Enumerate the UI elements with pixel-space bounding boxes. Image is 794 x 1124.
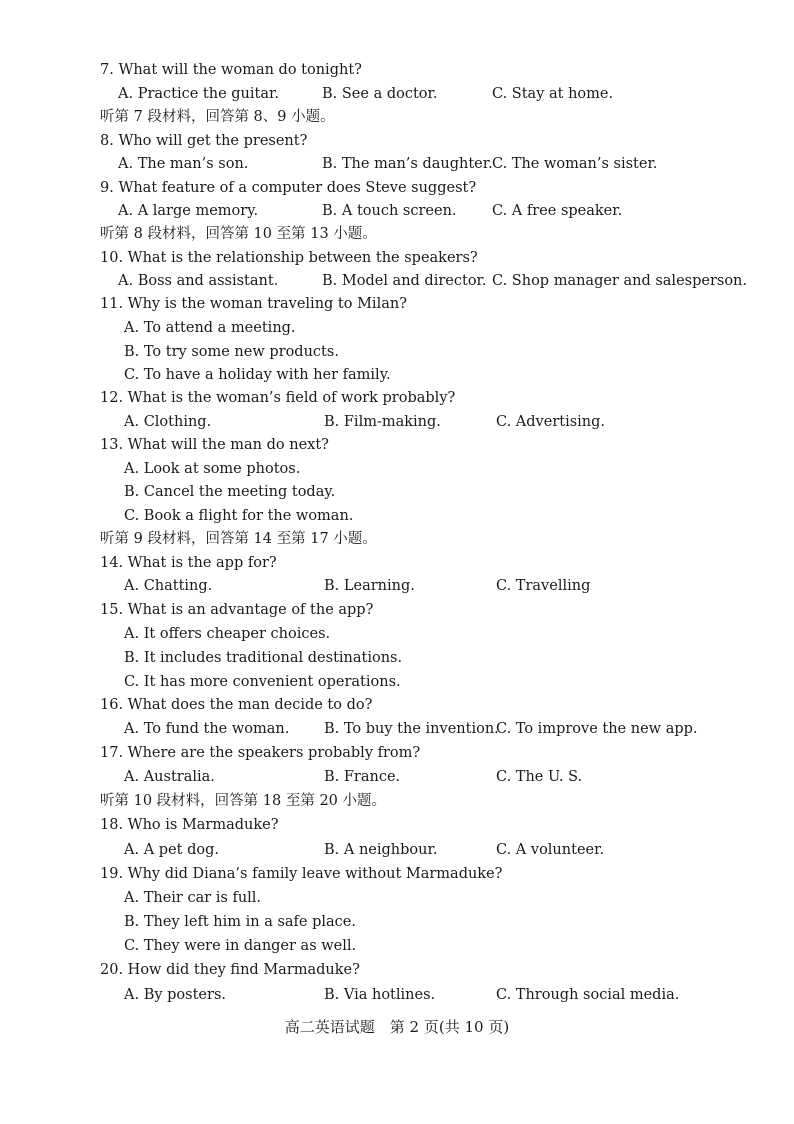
answer-option: A. To fund the woman. — [124, 721, 290, 737]
answer-option: A. Practice the guitar. — [118, 86, 279, 102]
question-stem: 13. What will the man do next? — [100, 437, 329, 453]
answer-option: C. Travelling — [496, 578, 591, 594]
answer-option: C. The U. S. — [496, 769, 583, 785]
answer-option: B. Model and director. — [322, 273, 487, 289]
question-stem: 17. Where are the speakers probably from? — [100, 745, 421, 761]
answer-option: C. Through social media. — [496, 987, 680, 1003]
question-stem: 16. What does the man decide to do? — [100, 697, 373, 713]
answer-option: B. The man’s daughter. — [322, 156, 493, 172]
question-stem: 18. Who is Marmaduke? — [100, 817, 279, 833]
answer-option: A. Boss and assistant. — [118, 273, 279, 289]
answer-option: C. Book a flight for the woman. — [124, 508, 354, 524]
answer-option: C. Advertising. — [496, 414, 606, 430]
answer-option: A. A large memory. — [118, 203, 259, 219]
answer-option: C. To improve the new app. — [496, 721, 698, 737]
question-stem: 15. What is an advantage of the app? — [100, 602, 374, 618]
answer-option: B. To buy the invention. — [324, 721, 499, 737]
answer-option: B. Cancel the meeting today. — [124, 484, 336, 500]
question-stem: 8. Who will get the present? — [100, 133, 308, 149]
question-stem: 20. How did they find Marmaduke? — [100, 962, 360, 978]
answer-option: B. France. — [324, 769, 401, 785]
answer-option: C. It has more convenient operations. — [124, 674, 401, 690]
answer-option: B. Film-making. — [324, 414, 441, 430]
answer-option: C. To have a holiday with her family. — [124, 367, 391, 383]
answer-option: A. A pet dog. — [124, 842, 219, 858]
answer-option: B. A touch screen. — [322, 203, 457, 219]
answer-option: A. It offers cheaper choices. — [124, 626, 331, 642]
answer-option: B. A neighbour. — [324, 842, 438, 858]
answer-option: A. Chatting. — [124, 578, 213, 594]
answer-option: B. Learning. — [324, 578, 415, 594]
question-stem: 19. Why did Diana’s family leave without Marmaduke? — [100, 866, 503, 882]
answer-option: C. A free speaker. — [492, 203, 623, 219]
question-stem: 9. What feature of a computer does Steve suggest? — [100, 180, 477, 196]
question-stem: 11. Why is the woman traveling to Milan? — [100, 296, 407, 312]
section-instruction: 听第 7 段材料，回答第 8、9 小题。 — [100, 109, 335, 125]
answer-option: C. Shop manager and salesperson. — [492, 273, 748, 289]
section-instruction: 听第 9 段材料，回答第 14 至第 17 小题。 — [100, 531, 377, 547]
question-stem: 14. What is the app for? — [100, 555, 277, 571]
question-stem: 10. What is the relationship between the speakers? — [100, 250, 478, 266]
answer-option: A. Look at some photos. — [124, 461, 301, 477]
answer-option: C. The woman’s sister. — [492, 156, 658, 172]
answer-option: A. Clothing. — [124, 414, 212, 430]
page-footer: 高二英语试题 第 2 页(共 10 页) — [284, 1018, 510, 1036]
answer-option: B. See a doctor. — [322, 86, 438, 102]
question-stem: 12. What is the woman’s field of work probably? — [100, 390, 456, 406]
answer-option: A. Their car is full. — [124, 890, 262, 906]
answer-option: A. Australia. — [124, 769, 215, 785]
answer-option: A. The man’s son. — [118, 156, 249, 172]
answer-option: C. Stay at home. — [492, 86, 614, 102]
answer-option: A. To attend a meeting. — [124, 320, 296, 336]
answer-option: B. Via hotlines. — [324, 987, 436, 1003]
question-stem: 7. What will the woman do tonight? — [100, 62, 362, 78]
answer-option: B. It includes traditional destinations. — [124, 650, 403, 666]
answer-option: B. To try some new products. — [124, 344, 339, 360]
answer-option: A. By posters. — [124, 987, 226, 1003]
section-instruction: 听第 8 段材料，回答第 10 至第 13 小题。 — [100, 226, 377, 242]
section-instruction: 听第 10 段材料，回答第 18 至第 20 小题。 — [100, 793, 387, 809]
answer-option: B. They left him in a safe place. — [124, 914, 356, 930]
answer-option: C. A volunteer. — [496, 842, 605, 858]
answer-option: C. They were in danger as well. — [124, 938, 357, 954]
